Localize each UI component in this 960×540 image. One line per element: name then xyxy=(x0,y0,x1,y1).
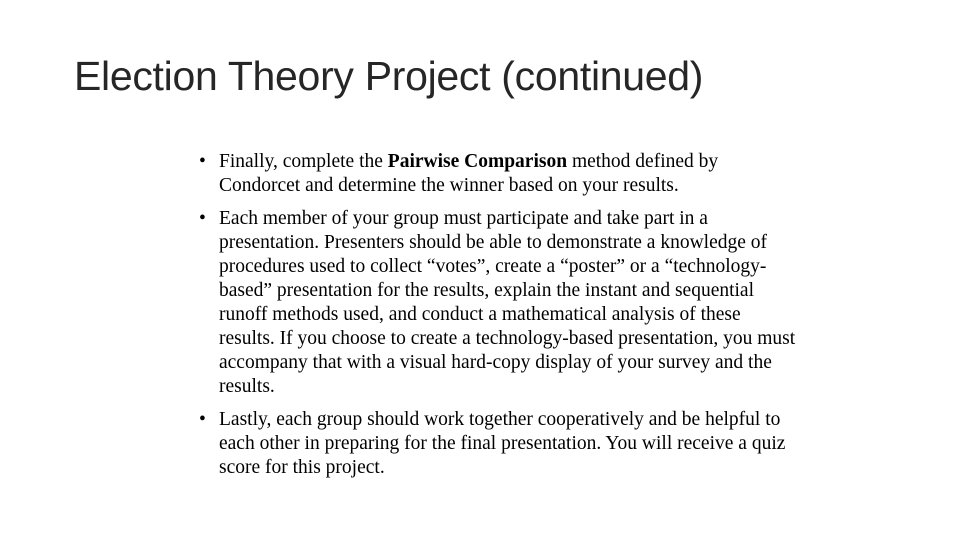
bullet-text-before: Finally, complete the xyxy=(219,151,388,172)
bullet-item-presentation xyxy=(196,207,796,399)
bullet-item-cooperation xyxy=(196,408,796,480)
slide-title: Election Theory Project (continued) xyxy=(74,53,704,99)
bullet-text: Each member of your group must participate and take part in a presentation. Presenters should be able to demonstrate a knowledge of procedures used to collect “votes”, create a “poster” or a “technology-based” presentation for the results, explain the instant and sequential runoff methods used, and conduct a mathematical analysis of these results. If you choose to create a technology-based presentation, you must accompany that with a visual hard-copy display of your survey and the results. xyxy=(219,208,796,397)
bullet-text-bold: Pairwise Comparison xyxy=(387,151,568,172)
bullet-item-pairwise xyxy=(196,150,796,198)
bullet-marker: • xyxy=(199,409,206,430)
bullet-marker: • xyxy=(199,151,206,172)
bullet-marker: • xyxy=(199,208,206,229)
bullet-text-after: method defined by Condorcet and determine the winner based on your results. xyxy=(219,151,719,196)
bullet-list xyxy=(196,150,796,489)
bullet-text: Lastly, each group should work together cooperatively and be helpful to each other in preparing for the final presentation. You will receive a quiz score for this project. xyxy=(219,409,786,478)
